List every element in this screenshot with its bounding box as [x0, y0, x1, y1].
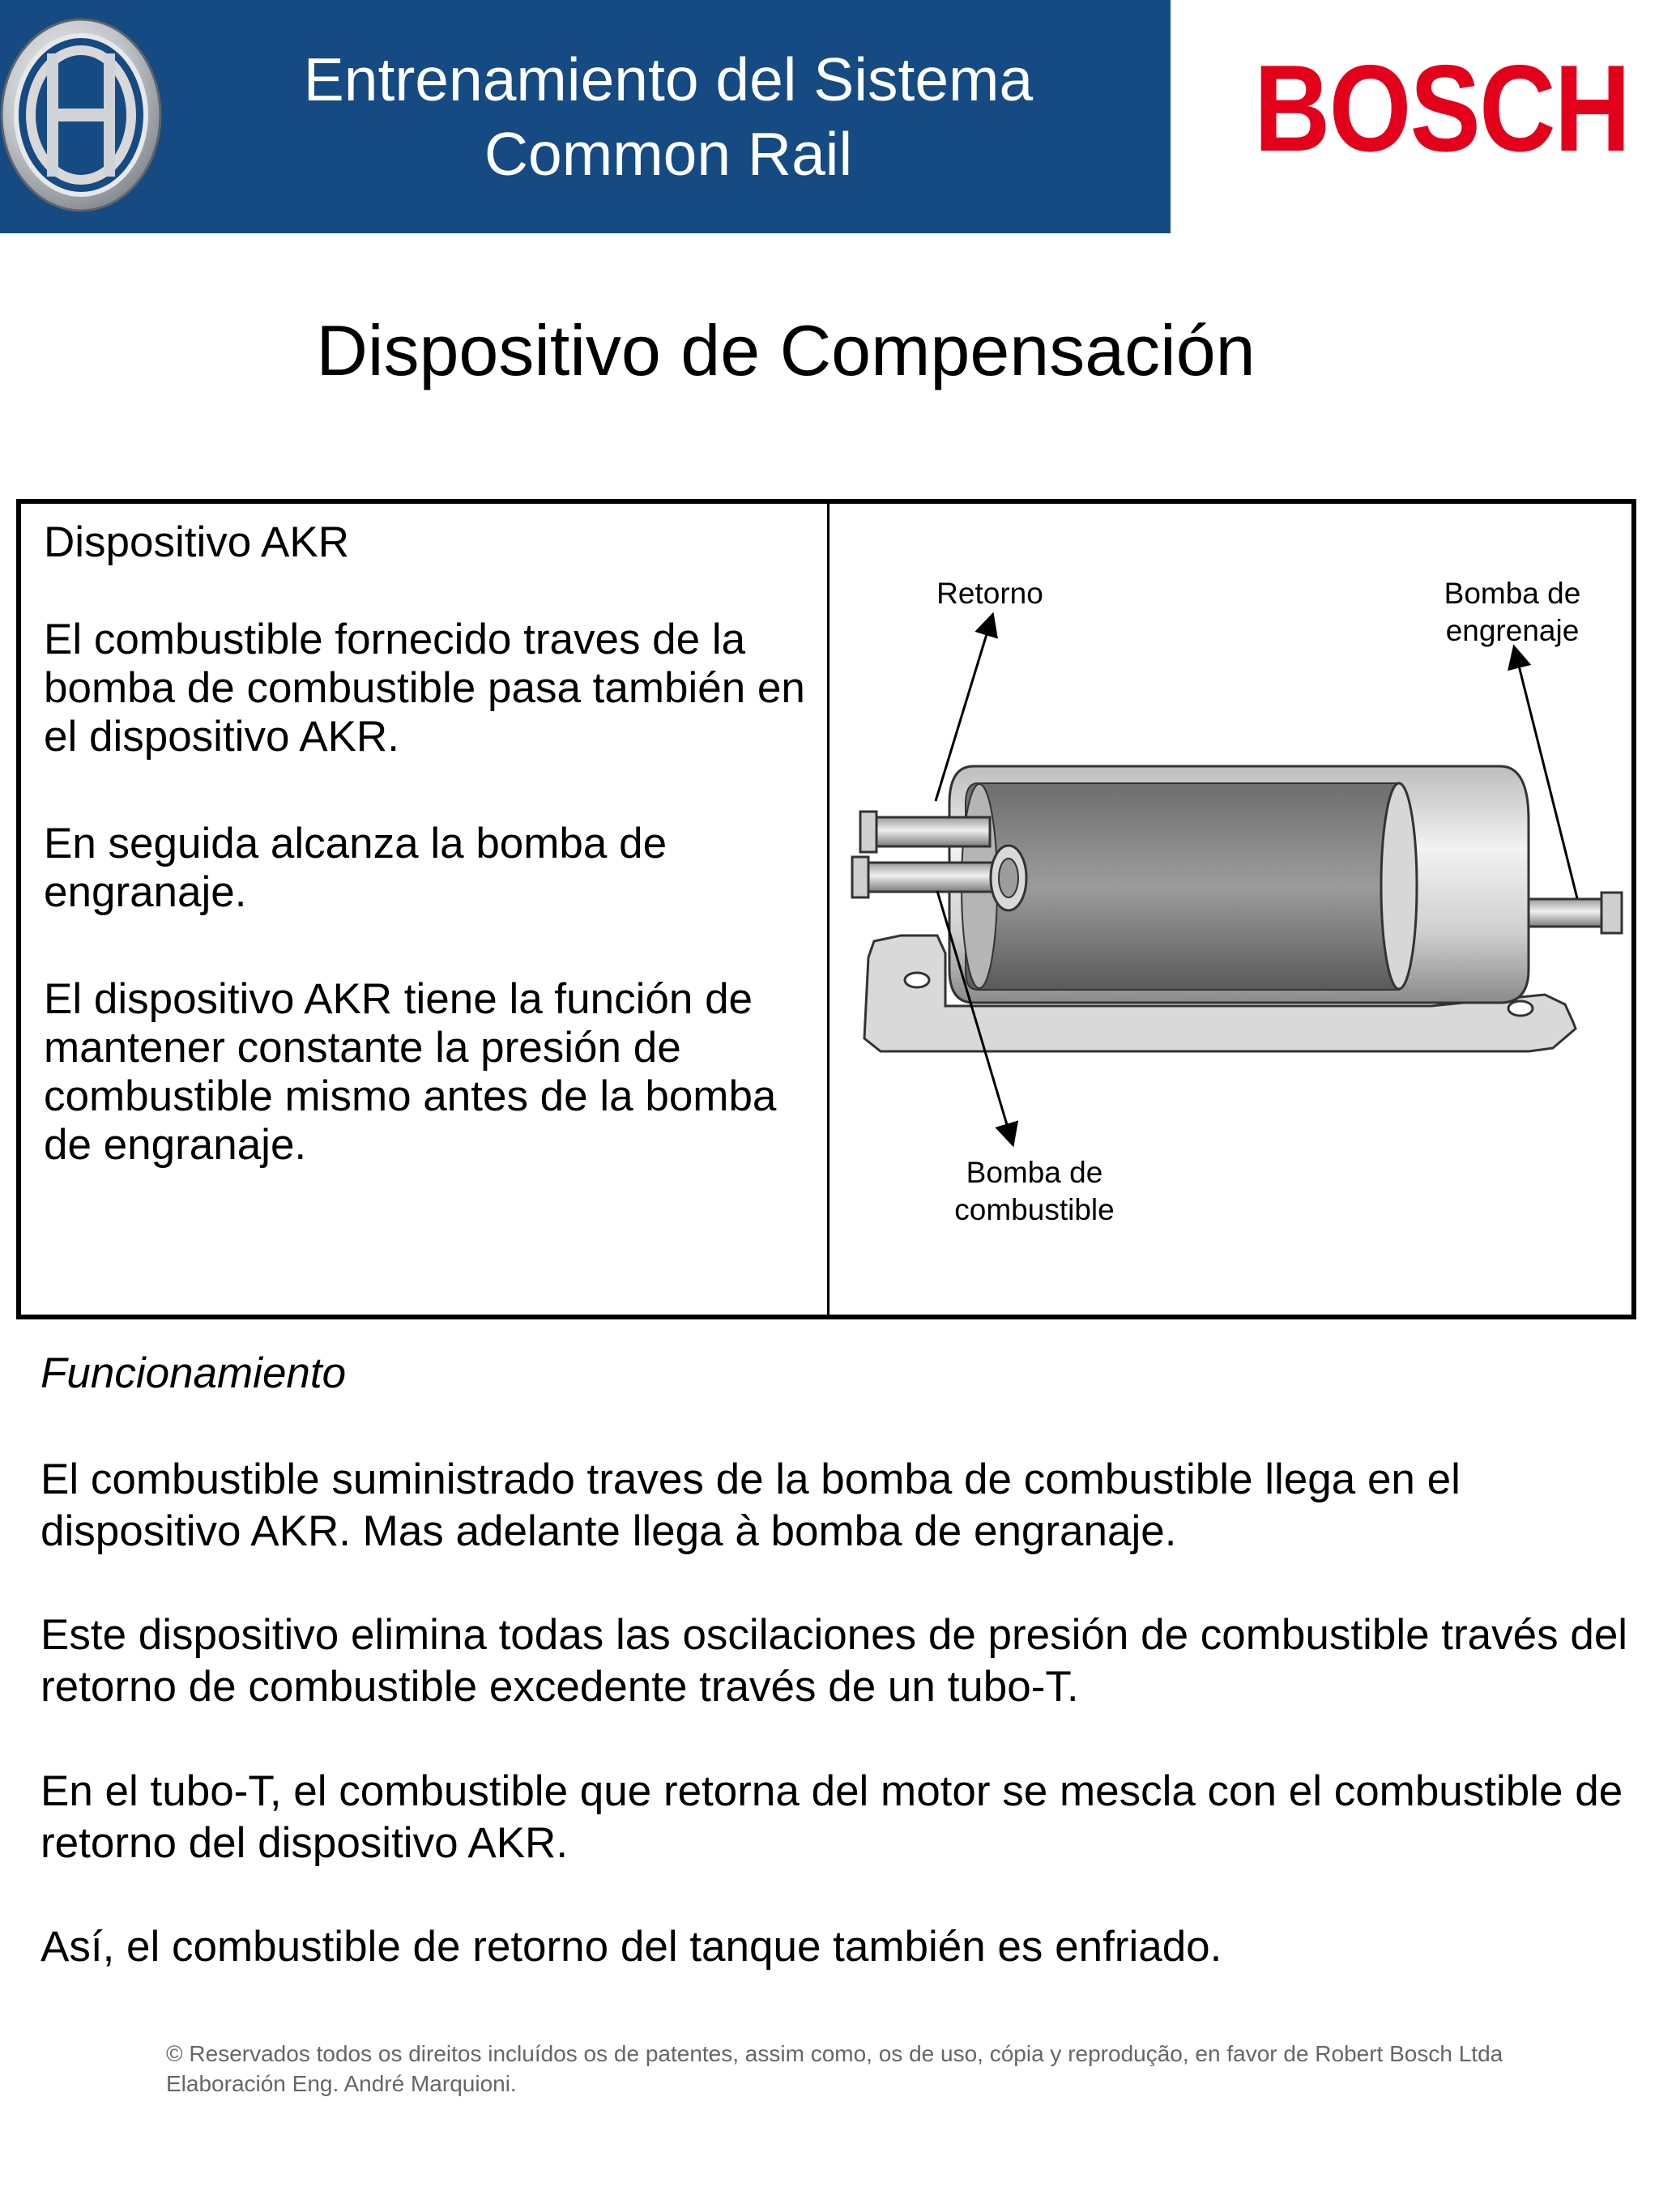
akr-paragraph-1: El combustible fornecido traves de la bomba de combustible pasa también en el dispositivo AKR. — [44, 616, 805, 761]
label-gear-pump-line2: engrenaje — [1445, 614, 1580, 647]
akr-paragraph-3: El dispositivo AKR tiene la función de mantener constante la presión de combustible mismo antes de la bomba de engranaje. — [44, 975, 777, 1169]
page-title: Dispositivo de Compensación — [316, 310, 1256, 390]
akr-heading: Dispositivo AKR — [44, 518, 350, 566]
header-title-line2: Common Rail — [484, 120, 853, 188]
label-fuel-pump — [921, 1154, 1148, 1229]
funcionamiento-paragraph-2: Este dispositivo elimina todas las oscilaciones de presión de combustible través del retorno de combustible excedente través de un tubo-T. — [41, 1611, 1628, 1711]
akr-diagram — [832, 504, 1634, 1315]
akr-description — [44, 518, 813, 1228]
funcionamiento-heading: Funcionamiento — [41, 1349, 347, 1397]
label-fuel-pump-line2: combustible — [954, 1193, 1115, 1226]
funcionamiento-paragraph-3: En el tubo-T, el combustible que retorna del motor se mescla con el combustible de retorno del dispositivo AKR. — [41, 1767, 1623, 1867]
label-retorno-text: Retorno — [936, 577, 1043, 610]
label-fuel-pump-line1: Bomba de — [966, 1156, 1103, 1189]
bosch-armature-icon — [0, 18, 167, 217]
akr-paragraph-2: En seguida alcanza la bomba de engranaje. — [44, 820, 667, 916]
header-title — [166, 42, 1171, 191]
copyright-footer: © Reservados todos os direitos incluídos os de patentes, assim como, os de uso, cópia y reprodução, en favor de Robert Bosch Ltda Elaboración Eng. André Marquioni. — [166, 2041, 1503, 2096]
label-gear-pump-line1: Bomba de — [1444, 577, 1581, 610]
bosch-wordmark: BOSCH — [1254, 40, 1630, 177]
content-box — [16, 499, 1636, 1319]
column-divider — [827, 504, 830, 1315]
header-title-line1: Entrenamiento del Sistema — [303, 45, 1034, 113]
funcionamiento-paragraph-4: Así, el combustible de retorno del tanque también es enfriado. — [41, 1923, 1222, 1971]
label-gear-pump — [1415, 575, 1610, 650]
label-retorno — [913, 575, 1067, 612]
funcionamiento-paragraph-1: El combustible suministrado traves de la bomba de combustible llega en el dispositivo AKR. Mas adelante llega à bomba de engranaje. — [41, 1455, 1461, 1555]
